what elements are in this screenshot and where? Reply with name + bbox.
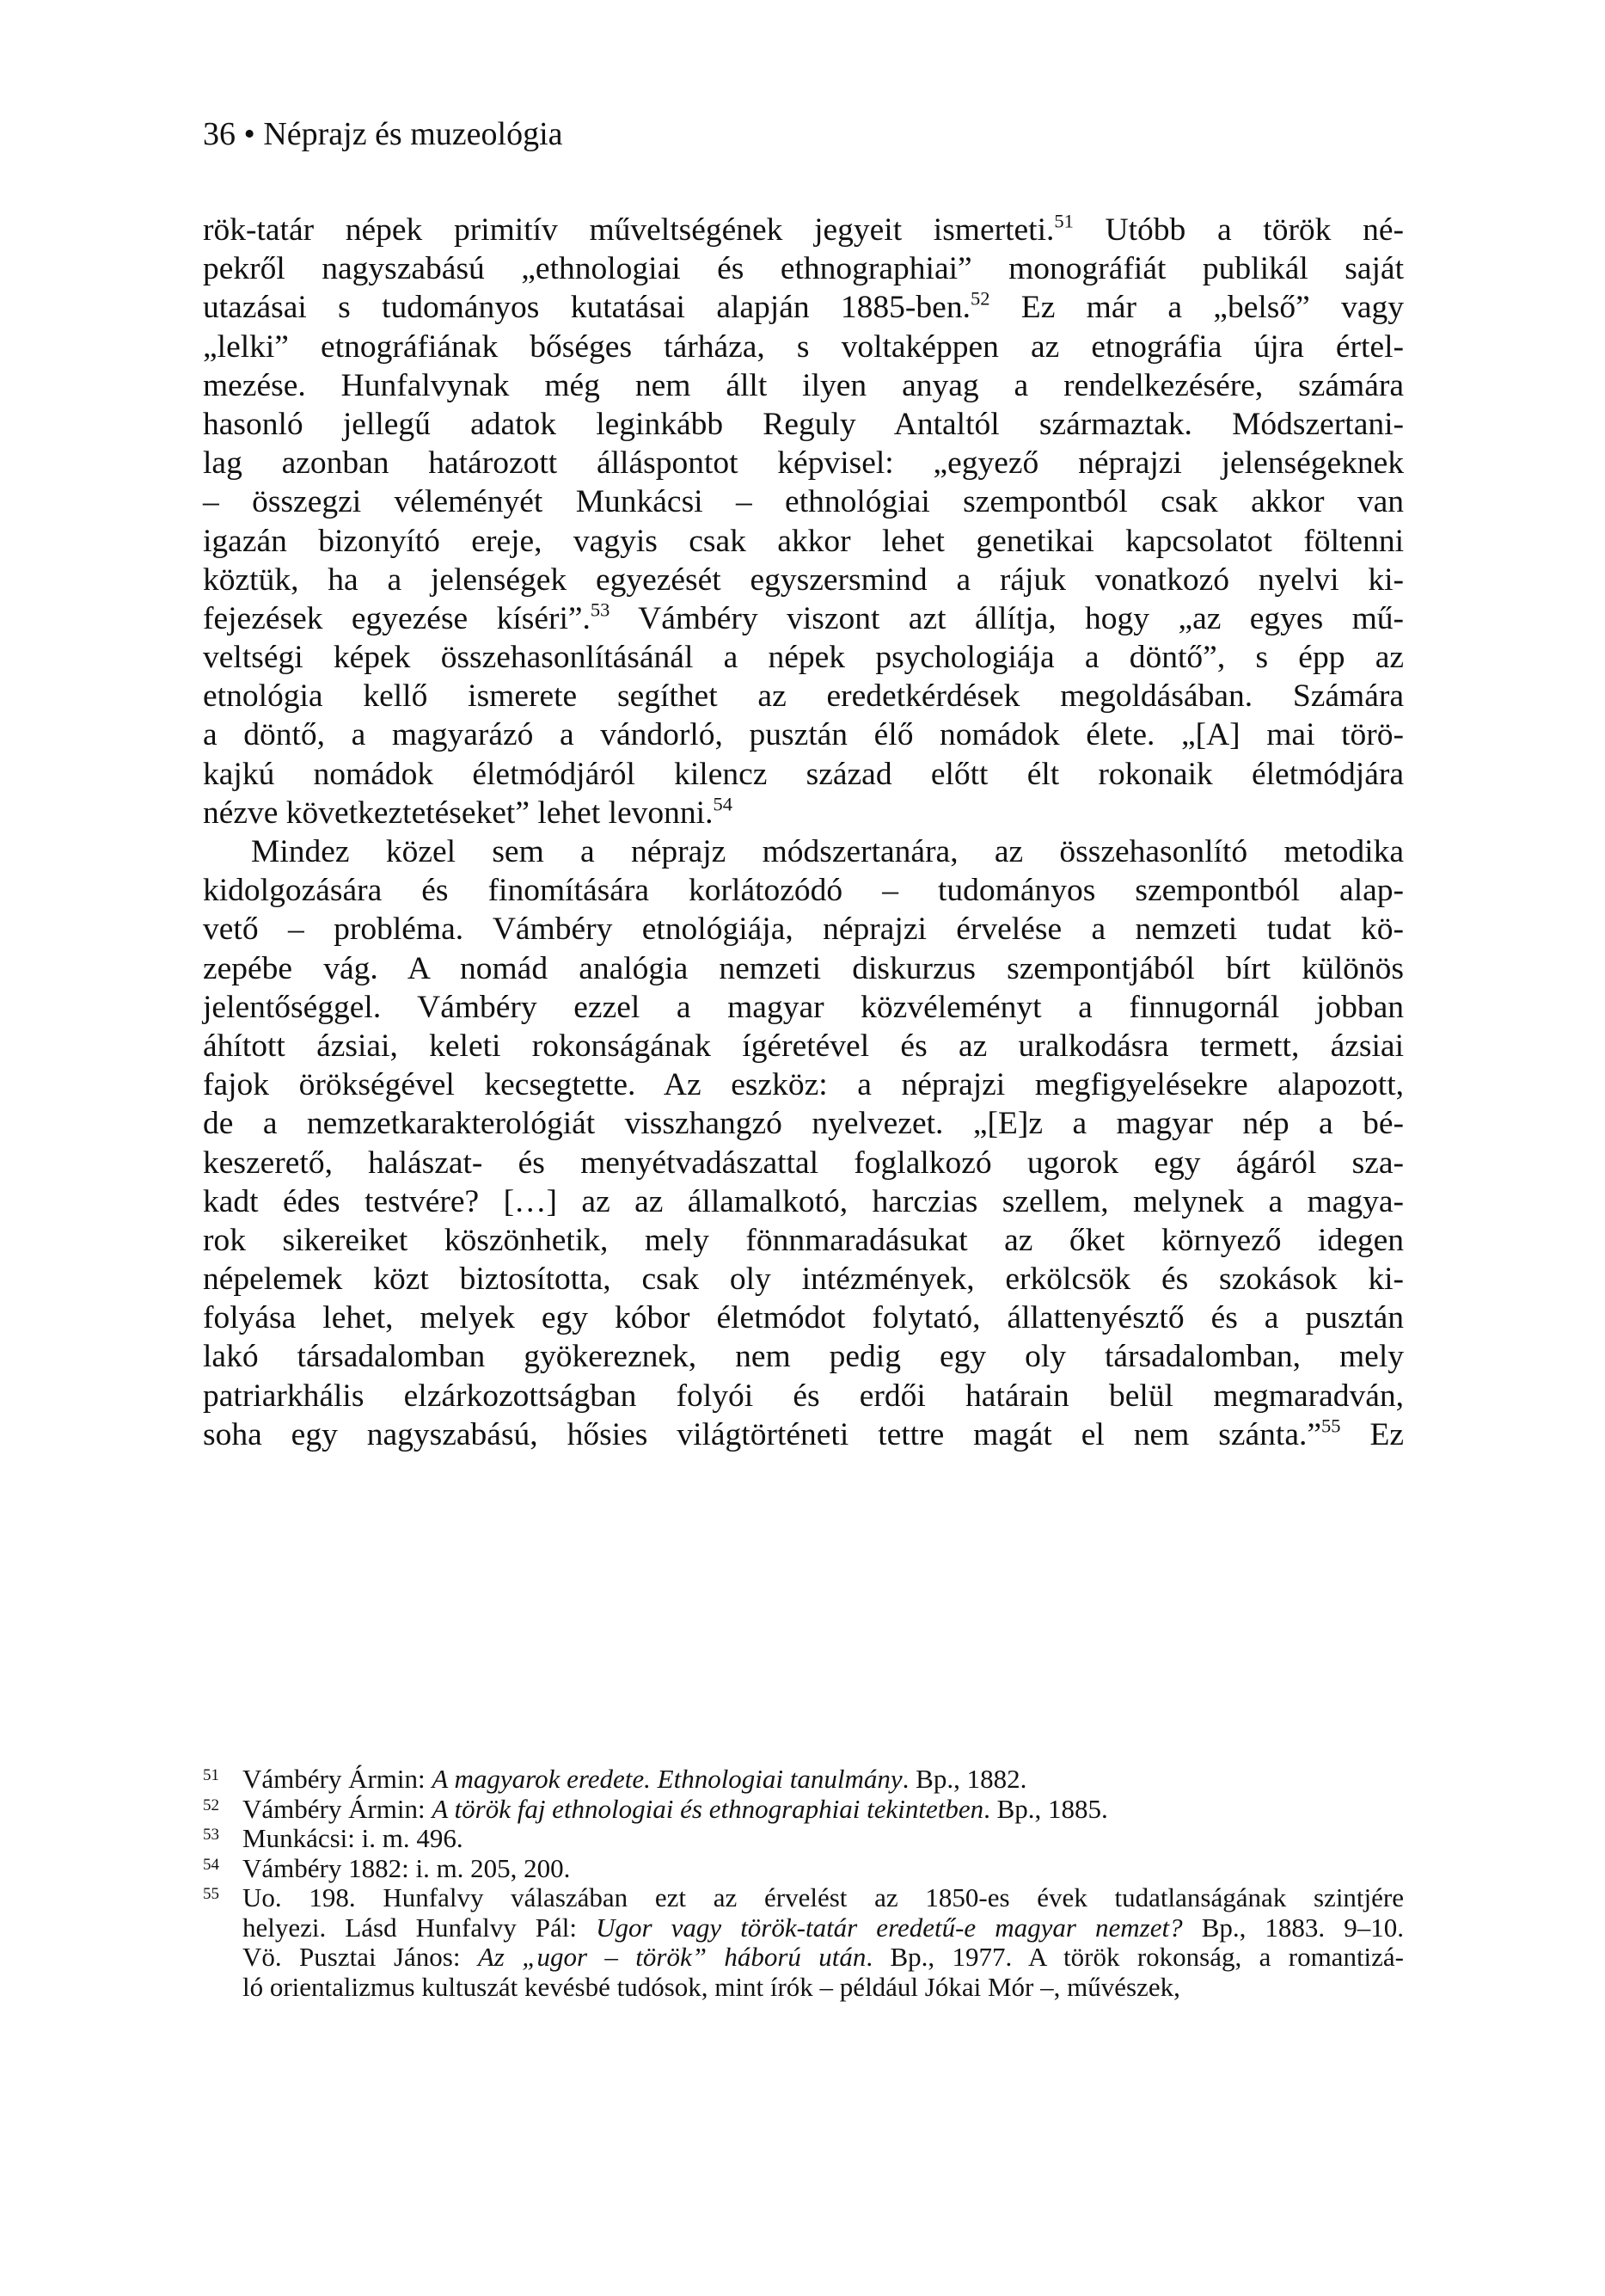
footnote-reference[interactable]: 53 [590,599,610,621]
text-segment: patriarkhális elzárkozottságban folyói és erdői határain belül megmaradván, [203,1378,1404,1414]
text-segment: Mindez közel sem a néprajz módszertanára, az összehasonlító metodika [251,834,1404,869]
text-line [203,1415,1404,1454]
footnote-text: Vö. Pusztai János: [242,1942,478,1972]
footnote-text: Bp., 1883. 9–10. [1182,1912,1404,1943]
text-segment: etnológia kellő ismerete segíthet az eredetkérdések megoldásában. Számára [203,678,1404,715]
footnote-number: 54 [203,1855,219,1874]
footnote-text: . Bp., 1885. [983,1793,1108,1824]
citation-title: Az „ugor – török” háború után [477,1942,867,1972]
text-segment: – összegzi véleményét Munkácsi – ethnológiai szempontból csak akkor van [203,484,1404,520]
text-segment: a döntő, a magyarázó a vándorló, pusztán élő nomádok élete. „[A] mai törö- [203,717,1404,753]
separator-bullet-icon: • [243,116,255,152]
footnote-line [242,1973,1404,2003]
text-segment: lakó társadalomban gyökereznek, nem pedig egy oly társadalomban, mely [203,1339,1404,1375]
footnote-line [242,1854,1404,1884]
text-segment: Utóbb a török né- [1073,212,1404,248]
text-segment: Vámbéry viszont azt állítja, hogy „az egyes mű- [610,600,1404,636]
text-segment: áhított ázsiai, keleti rokonságának ígéretével és az uralkodásra termett, ázsiai [203,1028,1404,1064]
footnote-text: helyezi. Lásd Hunfalvy Pál: [242,1912,597,1943]
text-line [203,638,1404,677]
footnote [203,1765,1404,1795]
footnote-line [242,1824,1404,1854]
text-line [203,949,1404,988]
text-segment: népelemek közt biztosította, csak oly intézmények, erkölcsök és szokások ki- [203,1262,1404,1298]
text-segment: lag azonban határozott álláspontot képvisel: „egyező néprajzi jelenségeknek [203,445,1404,482]
text-segment: soha egy nagyszabású, hősies világtörténeti tettre magát el nem szánta.” [203,1416,1321,1452]
text-segment: kadt édes testvére? […] az az államalkotó, harczias szellem, melynek a magya- [203,1183,1404,1219]
text-segment: pekről nagyszabású „ethnologiai és ethnographiai” monográfiát publikál saját [203,251,1404,287]
footnote-text: Munkácsi: i. m. 496. [242,1823,463,1853]
text-line [203,405,1404,444]
text-line [203,715,1404,754]
text-line [203,1221,1404,1260]
text-segment: utazásai s tudományos kutatásai alapján 1885-ben. [203,290,971,326]
footnote-text: . Bp., 1977. A török rokonság, a romantizá- [866,1942,1405,1972]
text-segment: fejezések egyezése kíséri”. [203,600,591,636]
text-line [203,444,1404,482]
text-segment: nézve következtetéseket” lehet levonni. [203,795,714,831]
text-line [203,832,1404,871]
footnote-reference[interactable]: 55 [1321,1415,1341,1437]
text-line [203,1377,1404,1415]
text-segment: „lelki” etnográfiának bőséges tárháza, s voltaképpen az etnográfia újra értel- [203,328,1404,365]
text-segment: Ez már a „belső” vagy [989,290,1404,326]
footnote-text: Vámbéry Ármin: [242,1793,432,1824]
text-line [203,328,1404,366]
footnotes [203,1765,1404,2002]
text-line [203,522,1404,561]
text-line [203,1104,1404,1143]
text-segment: kajkú nomádok életmódjáról kilencz század előtt élt rokonaik életmódjára [203,756,1404,792]
text-segment: jelentőséggel. Vámbéry ezzel a magyar közvéleményt a finnugornál jobban [203,989,1404,1025]
text-line [203,249,1404,288]
book-title: Néprajz és muzeológia [263,116,563,152]
footnote-number: 55 [203,1885,219,1903]
text-segment: veltségi képek összehasonlításánál a népek psychologiája a döntő”, s épp az [203,640,1404,676]
footnote-number: 52 [203,1796,219,1814]
text-line [203,1027,1404,1065]
text-segment: Ez [1340,1416,1404,1452]
text-line [203,871,1404,910]
running-head [203,115,563,153]
footnote-number: 51 [203,1766,219,1784]
text-segment: köztük, ha a jelenségek egyezését egyszersmind a rájuk vonatkozó nyelvi ki- [203,562,1404,598]
body-text [203,211,1404,1454]
text-line [203,211,1404,249]
footnote-reference[interactable]: 51 [1054,210,1074,232]
text-segment: keszerető, halászat- és menyétvadászattal foglalkozó ugorok egy ágáról sza- [203,1145,1404,1181]
text-line [203,288,1404,327]
text-segment: vető – probléma. Vámbéry etnológiája, néprajzi érvelése a nemzeti tudat kö- [203,912,1404,948]
text-line [203,1260,1404,1298]
footnote [203,1854,1404,1884]
footnote-line [242,1883,1404,1913]
footnote-reference[interactable]: 52 [970,287,990,310]
footnote-reference[interactable]: 54 [713,793,732,815]
citation-title: Ugor vagy török-tatár eredetű-e magyar nemzet? [596,1912,1183,1943]
text-line [203,1144,1404,1182]
footnote [203,1883,1404,2002]
text-line [203,910,1404,948]
footnote-number: 53 [203,1826,219,1844]
footnote-line [242,1943,1404,1973]
text-segment: folyása lehet, melyek egy kóbor életmódot folytató, állattenyésztő és a pusztán [203,1300,1404,1336]
footnote-text: ló orientalizmus kultuszát kevésbé tudósok, mint írók – például Jókai Mór –, művészek, [242,1971,1180,2002]
page-number: 36 [203,116,236,152]
text-segment: zepébe vág. A nomád analógia nemzeti diskurzus szempontjából bírt különös [203,950,1404,986]
footnote-line [242,1765,1404,1795]
citation-title: A magyarok eredete. Ethnologiai tanulmány [432,1764,903,1794]
footnote-text: Uo. 198. Hunfalvy válaszában ezt az érvelést az 1850-es évek tudatlanságának szintjére [242,1882,1404,1912]
text-line [203,1182,1404,1221]
text-line [203,677,1404,715]
footnote-text: Vámbéry Ármin: [242,1764,432,1794]
footnote-line [242,1795,1404,1825]
text-line [203,794,1404,832]
text-line [203,1337,1404,1376]
text-line [203,755,1404,794]
text-line [203,1298,1404,1337]
footnote-text: Vámbéry 1882: i. m. 205, 200. [242,1852,571,1883]
text-segment: hasonló jellegű adatok leginkább Reguly Antaltól származtak. Módszertani- [203,406,1404,442]
text-segment: rök-tatár népek primitív műveltségének jegyeit ismerteti. [203,212,1055,248]
text-line [203,988,1404,1027]
text-segment: fajok örökségével kecsegtette. Az eszköz: a néprajzi megfigyelésekre alapozott, [203,1067,1404,1103]
footnote [203,1795,1404,1825]
footnote [203,1824,1404,1854]
text-segment: de a nemzetkarakterológiát visszhangzó nyelvezet. „[E]z a magyar nép a bé- [203,1106,1404,1142]
text-line [203,366,1404,405]
text-segment: rok sikereiket köszönhetik, mely fönnmaradásukat az őket környező idegen [203,1222,1404,1258]
text-line [203,599,1404,638]
footnote-line [242,1913,1404,1943]
text-line [203,561,1404,599]
citation-title: A török faj ethnologiai és ethnographiai tekintetben [432,1793,984,1824]
text-segment: igazán bizonyító ereje, vagyis csak akkor lehet genetikai kapcsolatot föltenni [203,523,1404,559]
text-segment: mezése. Hunfalvynak még nem állt ilyen anyag a rendelkezésére, számára [203,367,1404,403]
footnote-text: . Bp., 1882. [902,1764,1027,1794]
text-segment: kidolgozására és finomítására korlátozódó – tudományos szempontból alap- [203,873,1404,909]
text-line [203,482,1404,521]
text-line [203,1065,1404,1104]
